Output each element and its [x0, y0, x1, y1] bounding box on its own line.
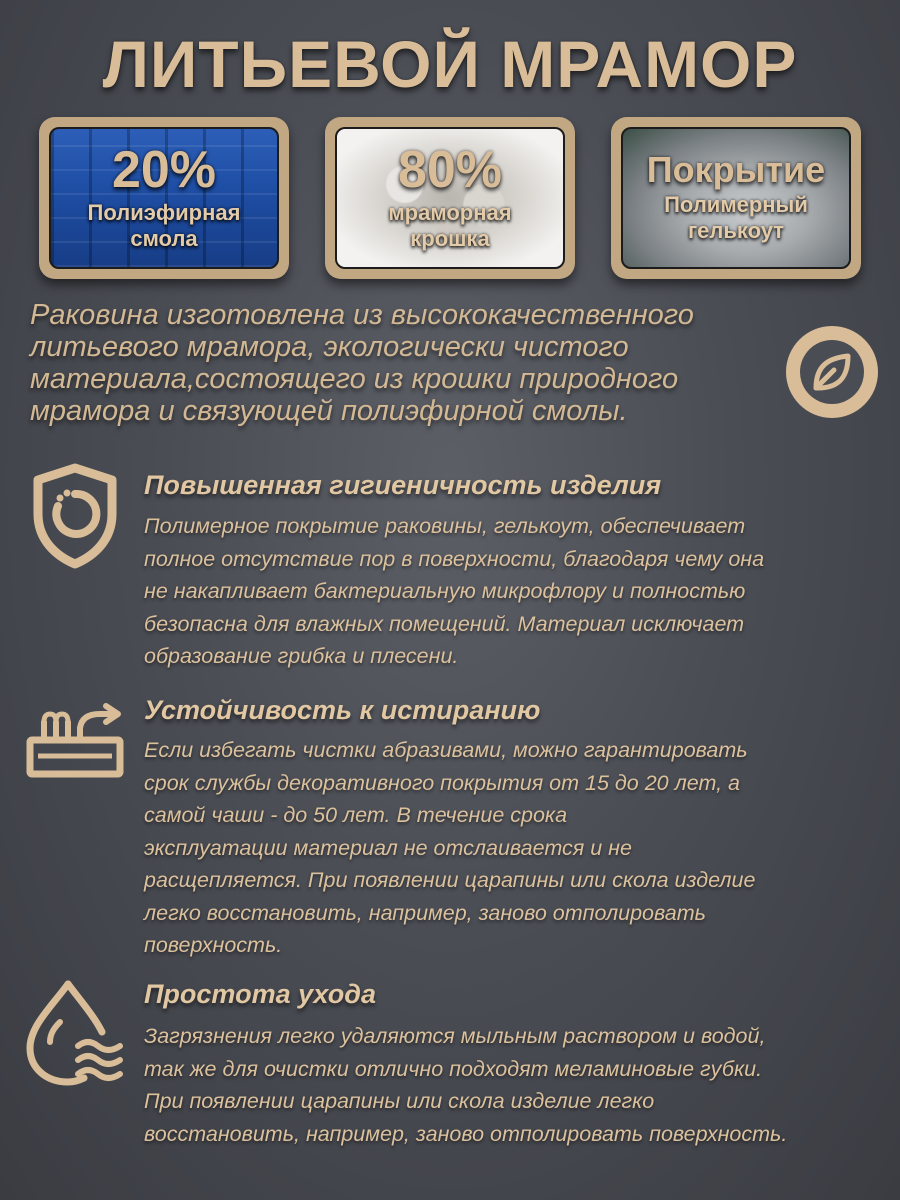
composition-card-marble: [325, 117, 575, 279]
gelcoat-image: [621, 127, 851, 269]
feature-text-care: Загрязнения легко удаляются мыльным раствором и водой, так же для очистки отлично подходят меламиновые губки. При появлении царапины или скола изделие легко восстановить, например, заново отполировать поверхность.: [144, 1024, 788, 1146]
resin-percent: 20%: [111, 141, 217, 200]
page-title: ЛИТЬЕВОЙ МРАМОР: [102, 27, 798, 101]
coating-heading: Покрытие: [646, 149, 826, 191]
shield-icon: [30, 462, 120, 570]
intro-text: Раковина изготовлена из высококачественного литьевого мрамора, экологически чистого материала,состоящего из крошки природного мрамора и связующей полиэфирной смолы.: [30, 299, 694, 427]
feature-text-abrasion: Если избегать чистки абразивами, можно гарантировать срок службы декоративного покрытия от 15 до 20 лет, а самой чаши - до 50 лет. В течение срока эксплуатации материал не отслаивается и не расщепляется. При появлении царапины или скола изделие легко восстановить, например, заново отполировать поверхность.: [144, 738, 756, 957]
eco-leaf-icon: [782, 322, 882, 422]
composition-card-coating: [611, 117, 861, 279]
marble-percent: 80%: [397, 141, 503, 200]
feature-title-hygiene: Повышенная гигиеничность изделия: [144, 470, 662, 500]
water-drop-icon: [22, 978, 126, 1088]
feature-text-hygiene: Полимерное покрытие раковины, гелькоут, обеспечивает полное отсутствие пор в поверхности, благодаря чему она не накапливает бактериальную микрофлору и полностью безопасна для влажных помещений. Материал исключает образование грибка и плесени.: [144, 514, 765, 668]
feature-title-care: Простота ухода: [144, 979, 376, 1009]
coating-label: Полимерный гелькоут: [664, 192, 808, 243]
abrasion-icon: [26, 700, 126, 780]
resin-barrels-image: [49, 127, 279, 269]
marble-label: мраморная крошка: [388, 200, 512, 251]
feature-title-abrasion: Устойчивость к истиранию: [144, 695, 541, 725]
composition-card-resin: [39, 117, 289, 279]
marble-chips-image: [335, 127, 565, 269]
resin-label: Полиэфирная смола: [87, 200, 241, 251]
